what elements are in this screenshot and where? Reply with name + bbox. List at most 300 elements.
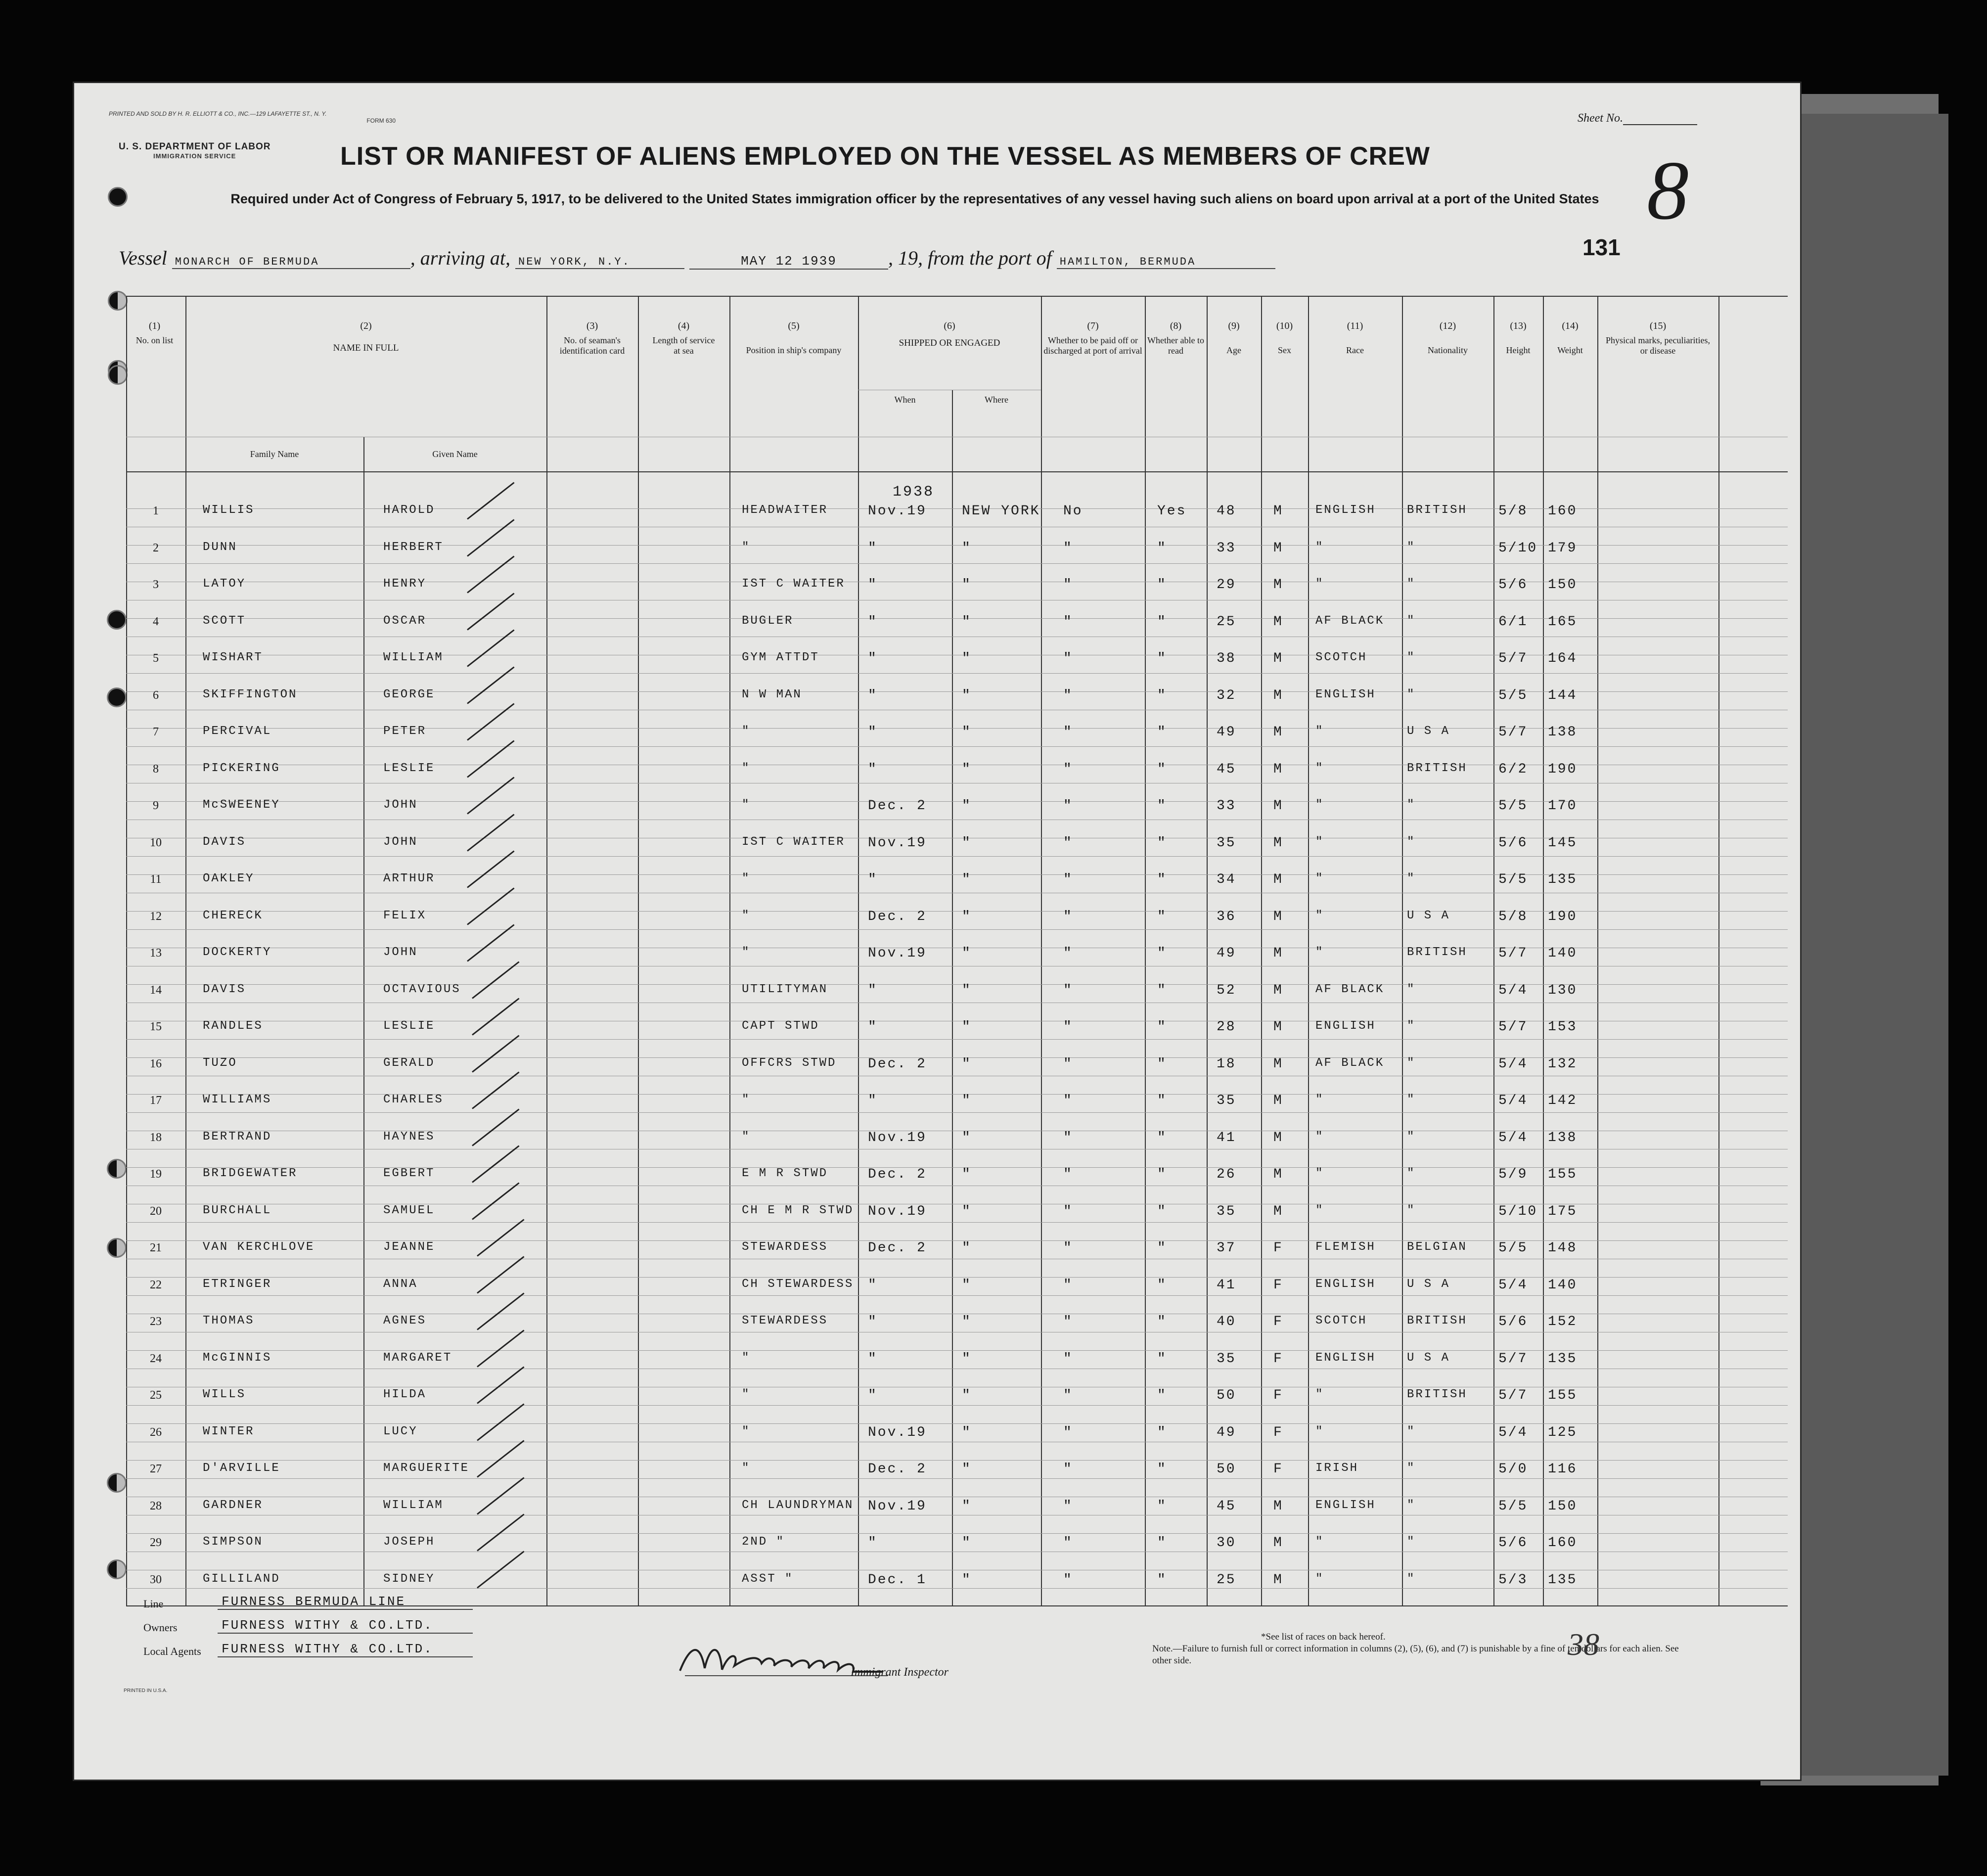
- age: 41: [1217, 1130, 1236, 1145]
- ruled-line: [126, 728, 1788, 729]
- shipped-where: ": [962, 1314, 972, 1329]
- nationality: ": [1407, 1203, 1416, 1217]
- row-number: 8: [153, 762, 159, 776]
- able-read: ": [1157, 1462, 1167, 1477]
- able-read: ": [1157, 1093, 1167, 1108]
- given-name: LUCY: [383, 1424, 418, 1438]
- shipped-when: Dec. 2: [868, 798, 927, 814]
- handwritten-corner-mark: 38: [1568, 1627, 1599, 1662]
- nationality: ": [1407, 835, 1416, 849]
- nationality: BRITISH: [1407, 946, 1467, 959]
- able-read: ": [1157, 1019, 1167, 1035]
- col-num: (13): [1510, 320, 1527, 331]
- weight: 155: [1548, 1167, 1578, 1182]
- row-number: 27: [150, 1463, 162, 1475]
- check-mark: [477, 1292, 524, 1330]
- ruled-line: [126, 911, 1788, 912]
- shipped-where: ": [962, 1277, 972, 1293]
- height: 5/7: [1498, 1351, 1528, 1367]
- sex: M: [1273, 1019, 1283, 1035]
- family-name: WISHART: [203, 651, 263, 664]
- weight: 150: [1548, 1498, 1578, 1514]
- punch-hole: [108, 365, 128, 385]
- col-no-on-list: No. on list: [135, 335, 174, 345]
- nationality: ": [1407, 540, 1416, 554]
- family-name: BRIDGEWATER: [203, 1167, 298, 1180]
- race: ENGLISH: [1315, 1019, 1376, 1033]
- handwritten-number: 8: [1647, 144, 1689, 237]
- vessel-name: MONARCH OF BERMUDA: [172, 256, 410, 269]
- able-read: ": [1157, 614, 1167, 630]
- vessel-line: [119, 246, 1275, 270]
- shipped-when: ": [868, 872, 878, 887]
- nationality: ": [1407, 1572, 1416, 1586]
- nationality: U S A: [1407, 725, 1450, 738]
- paid-off: ": [1063, 614, 1073, 630]
- position: ": [742, 798, 751, 812]
- race: ": [1315, 1388, 1324, 1401]
- race: AF BLACK: [1315, 982, 1385, 996]
- race: ": [1315, 1424, 1324, 1438]
- race: FLEMISH: [1315, 1240, 1376, 1254]
- able-read: ": [1157, 1056, 1167, 1072]
- position: E M R STWD: [742, 1167, 828, 1180]
- back-sheet-shadow: [1800, 114, 1948, 1776]
- age: 35: [1217, 1093, 1236, 1108]
- position: ": [742, 909, 751, 922]
- race: ENGLISH: [1315, 687, 1376, 701]
- sex: M: [1273, 1093, 1283, 1108]
- weight: 179: [1548, 540, 1578, 556]
- check-mark: [472, 1145, 519, 1183]
- height: 5/5: [1498, 1498, 1528, 1514]
- age: 36: [1217, 909, 1236, 924]
- nationality: ": [1407, 1093, 1416, 1106]
- row-number: 30: [150, 1573, 162, 1586]
- column-divider: [1308, 296, 1309, 1606]
- nationality: ": [1407, 614, 1416, 628]
- able-read: ": [1157, 725, 1167, 740]
- position: BUGLER: [742, 614, 794, 628]
- height: 5/5: [1498, 687, 1528, 703]
- shipped-when: ": [868, 1314, 878, 1329]
- able-read: ": [1157, 1351, 1167, 1367]
- column-divider: [1145, 296, 1146, 1606]
- height: 5/6: [1498, 835, 1528, 851]
- col-shipped: SHIPPED OR ENGAGED: [899, 338, 1000, 348]
- check-mark: [477, 1477, 524, 1514]
- position: ": [742, 1424, 751, 1438]
- able-read: ": [1157, 1240, 1167, 1256]
- family-name: SKIFFINGTON: [203, 687, 298, 701]
- family-name: VAN KERCHLOVE: [203, 1240, 315, 1254]
- ruled-line: [126, 1423, 1788, 1424]
- col-num: (5): [788, 320, 800, 331]
- race: IRISH: [1315, 1462, 1359, 1475]
- column-divider: [1543, 296, 1544, 1606]
- position: IST C WAITER: [742, 835, 845, 849]
- sex: M: [1273, 577, 1283, 593]
- shipped-where: ": [962, 725, 972, 740]
- shipped-when: ": [868, 1277, 878, 1293]
- shipped-when: Dec. 2: [868, 1056, 927, 1072]
- row-number: 29: [150, 1536, 162, 1549]
- weight: 165: [1548, 614, 1578, 630]
- weight: 135: [1548, 1572, 1578, 1588]
- printer-line: PRINTED AND SOLD BY H. R. ELLIOTT & CO., INC.—129 LAFAYETTE ST., N. Y.: [109, 110, 327, 117]
- shipped-where: NEW YORK: [962, 503, 1040, 519]
- family-name: LATOY: [203, 577, 246, 591]
- shipped-when: ": [868, 1351, 878, 1367]
- family-name: SIMPSON: [203, 1535, 263, 1549]
- nationality: ": [1407, 872, 1416, 885]
- given-name: HILDA: [383, 1388, 427, 1401]
- given-name: CHARLES: [383, 1093, 444, 1106]
- age: 28: [1217, 1019, 1236, 1035]
- column-divider: [363, 437, 364, 1606]
- punch-hole: [108, 291, 128, 311]
- age: 35: [1217, 1203, 1236, 1219]
- height: 5/9: [1498, 1167, 1528, 1182]
- weight: 138: [1548, 725, 1578, 740]
- shipped-when: ": [868, 725, 878, 740]
- height: 5/5: [1498, 1240, 1528, 1256]
- paid-off: ": [1063, 1203, 1073, 1219]
- shipped-when: Dec. 2: [868, 1462, 927, 1477]
- family-name: DAVIS: [203, 835, 246, 849]
- age: 26: [1217, 1167, 1236, 1182]
- able-read: ": [1157, 577, 1167, 593]
- family-name: PERCIVAL: [203, 725, 272, 738]
- line-label: Line: [143, 1598, 164, 1610]
- height: 5/7: [1498, 1019, 1528, 1035]
- check-mark: [477, 1219, 524, 1256]
- col-num: (10): [1276, 320, 1293, 331]
- paid-off: ": [1063, 687, 1073, 703]
- column-divider: [1261, 296, 1262, 1606]
- position: IST C WAITER: [742, 577, 845, 591]
- column-divider: [126, 296, 127, 1606]
- weight: 175: [1548, 1203, 1578, 1219]
- race: ENGLISH: [1315, 1351, 1376, 1365]
- paid-off: ": [1063, 1351, 1073, 1367]
- nationality: ": [1407, 577, 1416, 591]
- shipped-where: ": [962, 1203, 972, 1219]
- height: 5/10: [1498, 1203, 1538, 1219]
- ruled-line: [126, 691, 1788, 692]
- race: ": [1315, 1130, 1324, 1144]
- race: ": [1315, 1203, 1324, 1217]
- check-mark: [467, 519, 514, 556]
- punch-hole: [108, 187, 128, 207]
- row-number: 6: [153, 688, 159, 702]
- shipped-when: Nov.19: [868, 1130, 927, 1145]
- able-read: ": [1157, 540, 1167, 556]
- shipped-where: ": [962, 1167, 972, 1182]
- race: ": [1315, 540, 1324, 554]
- check-mark: [472, 1108, 519, 1146]
- arriving-label: , arriving at,: [410, 247, 510, 269]
- weight: 132: [1548, 1056, 1578, 1072]
- age: 35: [1217, 835, 1236, 851]
- paid-off: ": [1063, 1056, 1073, 1072]
- weight: 190: [1548, 909, 1578, 924]
- given-name: WILLIAM: [383, 1498, 444, 1512]
- shipped-where: ": [962, 540, 972, 556]
- col-num: (3): [586, 320, 598, 331]
- given-name: AGNES: [383, 1314, 427, 1327]
- paid-off: ": [1063, 1019, 1073, 1035]
- check-mark: [477, 1256, 524, 1293]
- check-mark: [467, 703, 514, 740]
- punch-hole: [107, 1238, 127, 1258]
- column-divider: [1041, 296, 1042, 1606]
- row-number: 11: [150, 873, 162, 886]
- col-weight: Weight: [1557, 345, 1583, 355]
- col-race: Race: [1346, 345, 1364, 355]
- race: ": [1315, 946, 1324, 959]
- page-title: LIST OR MANIFEST OF ALIENS EMPLOYED ON THE VESSEL AS MEMBERS OF CREW: [340, 142, 1430, 171]
- check-mark: [472, 1071, 519, 1109]
- paid-off: ": [1063, 1167, 1073, 1182]
- col-able-read: Whether able to read: [1147, 335, 1204, 356]
- height: 5/6: [1498, 1314, 1528, 1329]
- check-mark: [472, 998, 519, 1035]
- check-mark: [467, 482, 514, 519]
- nationality: ": [1407, 1462, 1416, 1475]
- age: 49: [1217, 946, 1236, 961]
- able-read: ": [1157, 687, 1167, 703]
- position: ": [742, 1388, 751, 1401]
- age: 25: [1217, 614, 1236, 630]
- shipped-where: ": [962, 1056, 972, 1072]
- vessel-label: Vessel: [119, 247, 167, 269]
- column-divider: [729, 296, 730, 1606]
- able-read: ": [1157, 835, 1167, 851]
- given-name: JOHN: [383, 835, 418, 849]
- family-name: DUNN: [203, 540, 237, 554]
- shipped-when: ": [868, 540, 878, 556]
- height: 5/6: [1498, 577, 1528, 593]
- position: CH STEWARDESS: [742, 1277, 854, 1291]
- shipped-where: ": [962, 1019, 972, 1035]
- shipped-where: ": [962, 872, 972, 887]
- race: AF BLACK: [1315, 1056, 1385, 1070]
- sex: M: [1273, 1056, 1283, 1072]
- col-num: (4): [677, 320, 690, 331]
- given-name: PETER: [383, 725, 427, 738]
- manifest-table: [126, 296, 1788, 1606]
- col-num: (1): [148, 320, 161, 331]
- family-name: DOCKERTY: [203, 946, 272, 959]
- age: 49: [1217, 1424, 1236, 1440]
- col-length-service: Length of service at sea: [652, 335, 715, 356]
- race: SCOTCH: [1315, 1314, 1367, 1327]
- family-name: GARDNER: [203, 1498, 263, 1512]
- printer-imprint: [109, 110, 425, 124]
- col-num: (9): [1228, 320, 1240, 331]
- penalty-note: Note.—Failure to furnish full or correct information in columns (2), (5), (6), and (7) is punishable by a fine of ten dollars for each alien. See other side.: [1152, 1644, 1679, 1666]
- shipped-where: ": [962, 1462, 972, 1477]
- shipped-when: ": [868, 651, 878, 666]
- nationality: ": [1407, 1498, 1416, 1512]
- row-number: 20: [150, 1204, 162, 1218]
- race: ": [1315, 1167, 1324, 1180]
- able-read: ": [1157, 1203, 1167, 1219]
- position: ": [742, 725, 751, 738]
- given-name: ARTHUR: [383, 872, 435, 885]
- row-number: 23: [150, 1315, 162, 1328]
- position: ": [742, 1130, 751, 1144]
- ruled-line: [126, 1295, 1788, 1296]
- sex: M: [1273, 651, 1283, 666]
- sex: M: [1273, 982, 1283, 998]
- given-name: LESLIE: [383, 1019, 435, 1033]
- row-number: 25: [150, 1389, 162, 1402]
- race: ENGLISH: [1315, 1277, 1376, 1291]
- given-name: OSCAR: [383, 614, 427, 628]
- able-read: ": [1157, 1314, 1167, 1329]
- family-name: WILLS: [203, 1388, 246, 1401]
- row-number: 3: [153, 578, 159, 591]
- paid-off: No: [1063, 503, 1083, 519]
- sheet-number-label: Sheet No.: [1578, 112, 1623, 125]
- given-name: JOSEPH: [383, 1535, 435, 1549]
- age: 25: [1217, 1572, 1236, 1588]
- nationality: ": [1407, 1019, 1416, 1033]
- shipped-where: ": [962, 614, 972, 630]
- col-position: Position in ship's company: [746, 345, 842, 355]
- family-name: SCOTT: [203, 614, 246, 628]
- able-read: ": [1157, 798, 1167, 814]
- shipped-where: ": [962, 798, 972, 814]
- paid-off: ": [1063, 872, 1073, 887]
- given-name: OCTAVIOUS: [383, 982, 461, 996]
- sex: M: [1273, 761, 1283, 777]
- paid-off: ": [1063, 651, 1073, 666]
- col-given-name: Given Name: [432, 449, 478, 459]
- column-divider: [1597, 296, 1598, 1606]
- col-num: (15): [1649, 320, 1667, 331]
- col-num: (12): [1439, 320, 1456, 331]
- weight: 145: [1548, 835, 1578, 851]
- col-num: (7): [1087, 320, 1099, 331]
- height: 6/1: [1498, 614, 1528, 630]
- position: ": [742, 761, 751, 775]
- height: 5/7: [1498, 725, 1528, 740]
- row-number: 21: [150, 1241, 162, 1254]
- given-name: ANNA: [383, 1277, 418, 1291]
- check-mark: [477, 1366, 524, 1404]
- paid-off: ": [1063, 1314, 1073, 1329]
- height: 5/3: [1498, 1572, 1528, 1588]
- paid-off: ": [1063, 946, 1073, 961]
- ruled-line: [126, 1588, 1788, 1589]
- weight: 140: [1548, 946, 1578, 961]
- ruled-line: [126, 874, 1788, 875]
- race: ": [1315, 835, 1324, 849]
- sex: F: [1273, 1351, 1283, 1367]
- able-read: ": [1157, 651, 1167, 666]
- age: 33: [1217, 798, 1236, 814]
- weight: 135: [1548, 1351, 1578, 1367]
- row-number: 9: [153, 799, 159, 812]
- ruled-line: [126, 1533, 1788, 1534]
- check-mark: [472, 1035, 519, 1072]
- height: 5/4: [1498, 1093, 1528, 1108]
- family-name: BURCHALL: [203, 1203, 272, 1217]
- ruled-line: [126, 618, 1788, 619]
- given-name: MARGARET: [383, 1351, 452, 1365]
- shipped-when: Nov.19: [868, 835, 927, 851]
- service-name: IMMIGRATION SERVICE: [153, 152, 236, 160]
- family-name: OAKLEY: [203, 872, 255, 885]
- sex: M: [1273, 614, 1283, 630]
- ruled-line: [126, 746, 1788, 747]
- sex: F: [1273, 1277, 1283, 1293]
- weight: 190: [1548, 761, 1578, 777]
- position: 2ND ": [742, 1535, 785, 1549]
- shipped-when: Nov.19: [868, 503, 927, 519]
- ruled-line: [126, 508, 1788, 509]
- able-read: ": [1157, 1572, 1167, 1588]
- paid-off: ": [1063, 1130, 1073, 1145]
- col-num: (8): [1170, 320, 1182, 331]
- race: ENGLISH: [1315, 1498, 1376, 1512]
- position: ": [742, 1093, 751, 1106]
- ruled-line: [126, 801, 1788, 802]
- able-read: ": [1157, 909, 1167, 924]
- weight: 153: [1548, 1019, 1578, 1035]
- agents-label: Local Agents: [143, 1645, 201, 1657]
- given-name: SAMUEL: [383, 1203, 435, 1217]
- able-read: ": [1157, 1498, 1167, 1514]
- weight: 144: [1548, 687, 1578, 703]
- given-name: JOHN: [383, 946, 418, 959]
- shipped-where: ": [962, 835, 972, 851]
- race: ": [1315, 872, 1324, 885]
- col-id-card: No. of seaman's identification card: [559, 335, 625, 356]
- position: OFFCRS STWD: [742, 1056, 837, 1070]
- race: ": [1315, 1093, 1324, 1106]
- given-name: LESLIE: [383, 761, 435, 775]
- position: CH E M R STWD: [742, 1203, 854, 1217]
- col-num: (2): [360, 320, 372, 331]
- shipped-where: ": [962, 761, 972, 777]
- nationality: ": [1407, 687, 1416, 701]
- age: 40: [1217, 1314, 1236, 1329]
- shipped-when: ": [868, 1535, 878, 1551]
- age: 50: [1217, 1462, 1236, 1477]
- family-name: GILLILAND: [203, 1572, 280, 1586]
- sex: F: [1273, 1424, 1283, 1440]
- family-name: BERTRAND: [203, 1130, 272, 1144]
- manifest-page: [74, 83, 1800, 1780]
- ruled-line: [126, 545, 1788, 546]
- race: ": [1315, 1572, 1324, 1586]
- age: 50: [1217, 1388, 1236, 1403]
- nationality: BRITISH: [1407, 1388, 1467, 1401]
- position: ": [742, 1351, 751, 1365]
- check-mark: [467, 777, 514, 814]
- paid-off: ": [1063, 1498, 1073, 1514]
- nationality: ": [1407, 1424, 1416, 1438]
- shipped-where: ": [962, 687, 972, 703]
- paid-off: ": [1063, 982, 1073, 998]
- sex: M: [1273, 725, 1283, 740]
- shipped-where: ": [962, 1572, 972, 1588]
- race: ": [1315, 909, 1324, 922]
